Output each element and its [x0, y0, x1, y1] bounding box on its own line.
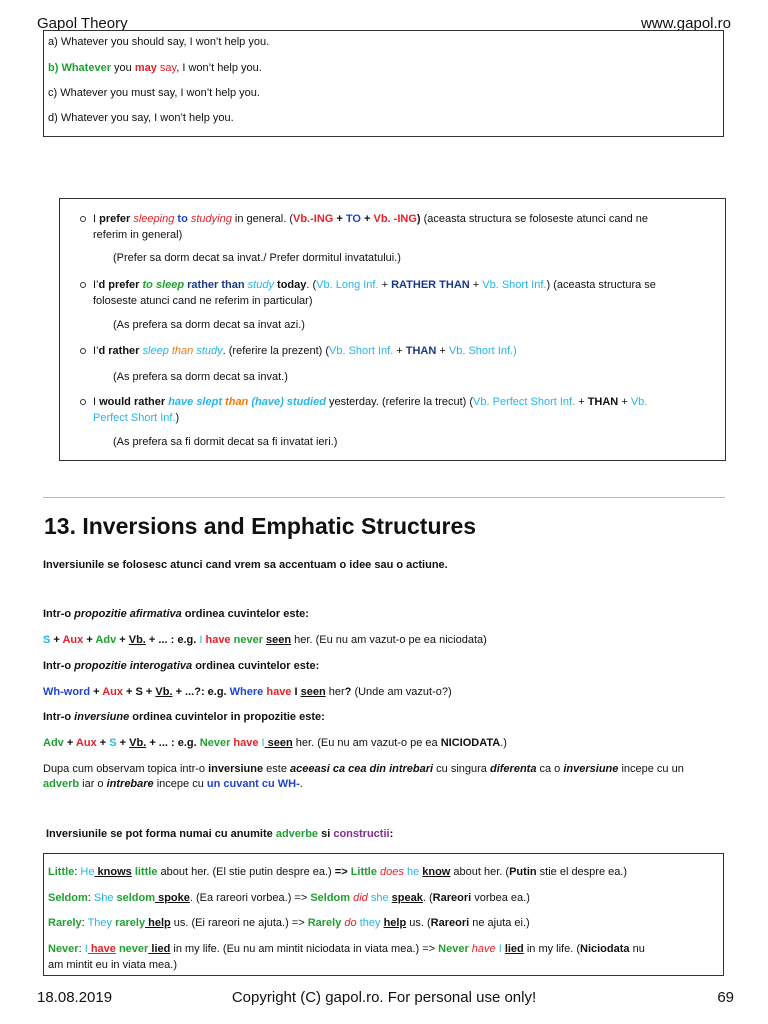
options-box — [43, 30, 724, 137]
formula-interrogative: Wh-word + Aux + S + Vb. + ...?: e.g. Where have I seen her? (Unde am vazut-o?) — [43, 686, 452, 698]
section-title: 13. Inversions and Emphatic Structures — [44, 513, 477, 539]
option-a: a) Whatever you should say, I won’t help you. — [48, 36, 270, 48]
forms-heading: Inversiunile se pot forma numai cu anumite adverbe si constructii: — [46, 828, 394, 840]
prefer-item-1: I prefer sleeping to studying in general. (Vb.-ING + TO + Vb. -ING) (aceasta structura se foloseste atunci cand ne referim in general) — [93, 211, 713, 243]
description-line-2: adverb iar o intrebare incepe cu un cuvant cu WH-. — [43, 778, 303, 790]
formula-affirmative: S + Aux + Adv + Vb. + ... : e.g. I have never seen her. (Eu nu am vazut-o pe ea niciodata) — [43, 634, 487, 646]
bullet-icon — [80, 399, 86, 405]
formula-inversion: Adv + Aux + S + Vb. + ... : e.g. Never have I seen her. (Eu nu am vazut-o pe ea NICIODATA.) — [43, 737, 507, 749]
divider — [43, 497, 725, 498]
prefer-translation-4: (As prefera sa fi dormit decat sa fi invatat ieri.) — [113, 436, 338, 448]
option-d: d) Whatever you say, I won’t help you. — [48, 112, 234, 124]
prefer-item-3: I’d rather sleep than study. (referire la prezent) (Vb. Short Inf. + THAN + Vb. Short Inf.) — [93, 343, 713, 359]
prefer-translation-2: (As prefera sa dorm decat sa invat azi.) — [113, 319, 305, 331]
inversion-heading: Intr-o inversiune ordinea cuvintelor in propozitie este: — [43, 711, 325, 723]
header-title: Gapol Theory — [37, 15, 128, 32]
option-b: b) Whatever you may say, I won’t help you. — [48, 62, 262, 74]
footer-date: 18.08.2019 — [37, 989, 113, 1006]
bullet-icon — [80, 282, 86, 288]
description-line-1: Dupa cum observam topica intr-o inversiune este aceeasi ca cea din intrebari cu singura diferenta ca o inversiune incepe cu un — [43, 763, 684, 775]
footer-copyright: Copyright (C) gapol.ro. For personal use only! — [231, 989, 537, 1006]
prefer-translation-1: (Prefer sa dorm decat sa invat./ Prefer dormitul invatatului.) — [113, 252, 401, 264]
section-intro: Inversiunile se folosesc atunci cand vrem sa accentuam o idee sau o actiune. — [43, 559, 448, 571]
bullet-icon — [80, 348, 86, 354]
example-never-line-2: am mintit eu in viata mea.) — [48, 959, 177, 971]
prefer-translation-3: (As prefera sa dorm decat sa invat.) — [113, 371, 288, 383]
examples-box — [43, 853, 724, 976]
prefer-item-2: I’d prefer to sleep rather than study today. (Vb. Long Inf. + RATHER THAN + Vb. Short Inf.) (aceasta structura se foloseste atunci cand ne referim in particular) — [93, 277, 713, 309]
interrogative-heading: Intr-o propozitie interogativa ordinea cuvintelor este: — [43, 660, 320, 672]
prefer-box — [59, 198, 726, 461]
example-seldom: Seldom: She seldom spoke. (Ea rareori vorbea.) => Seldom did she speak. (Rareori vorbea ea.) — [48, 892, 530, 904]
prefer-item-4: I would rather have slept than (have) studied yesterday. (referire la trecut) (Vb. Perfect Short Inf. + THAN + Vb. Perfect Short Inf.) — [93, 394, 713, 426]
example-never: Never: I have never lied in my life. (Eu nu am mintit niciodata in viata mea.) => Never have I lied in my life. (Niciodata nu — [48, 943, 645, 955]
bullet-icon — [80, 216, 86, 222]
header-url[interactable]: www.gapol.ro — [640, 15, 731, 32]
affirmative-heading: Intr-o propozitie afirmativa ordinea cuvintelor este: — [43, 608, 309, 620]
page-number: 69 — [717, 989, 734, 1006]
option-c: c) Whatever you must say, I won’t help you. — [48, 87, 260, 99]
example-rarely: Rarely: They rarely help us. (Ei rareori ne ajuta.) => Rarely do they help us. (Rareori ne ajuta ei.) — [48, 917, 530, 929]
example-little: Little: He knows little about her. (El stie putin despre ea.) => Little does he know about her. (Putin stie el despre ea.) — [48, 866, 628, 878]
